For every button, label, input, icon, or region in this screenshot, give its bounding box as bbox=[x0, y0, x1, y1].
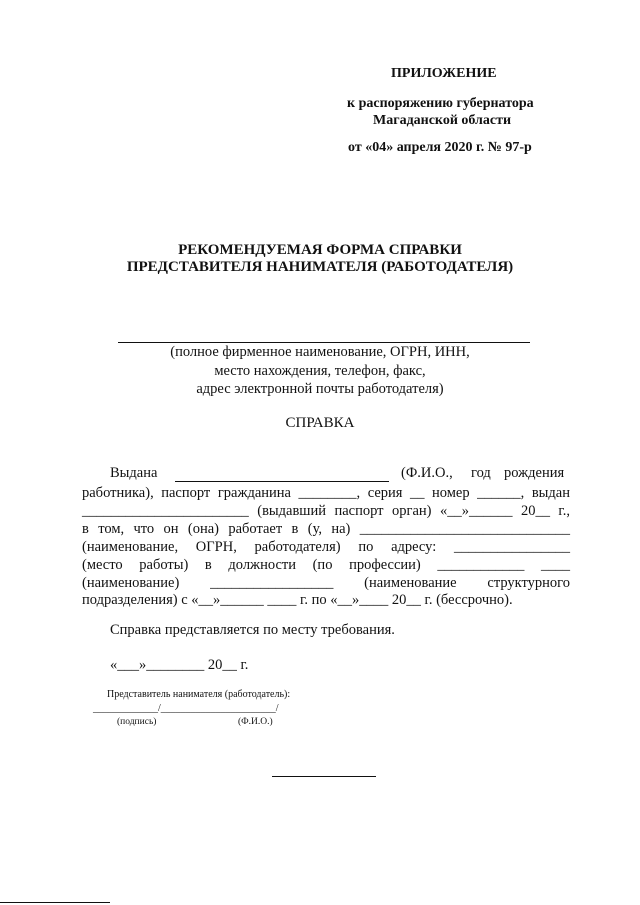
employer-caption-line2: место нахождения, телефон, факс, bbox=[214, 363, 426, 379]
body-line-8: подразделения) с «__»______ ____ г. по «__»____ 20__ г. (бессрочно). bbox=[82, 592, 513, 608]
body-line-7: (наименование) _________________ (наименование структурного bbox=[82, 575, 570, 591]
purpose-statement: Справка представляется по месту требования. bbox=[110, 622, 395, 638]
body-line-6: (место работы) в должности (по профессии) ____________ ____ bbox=[82, 557, 570, 573]
region-label: Магаданской области bbox=[373, 113, 512, 128]
body-line-4: в том, что он (она) работает в (у, на) _____________________________ bbox=[82, 521, 570, 537]
employer-caption-line1: (полное фирменное наименование, ОГРН, ИНН, bbox=[170, 344, 470, 360]
signature-caption: (подпись) bbox=[117, 717, 157, 727]
form-title-line2: ПРЕДСТАВИТЕЛЯ НАНИМАТЕЛЯ (РАБОТОДАТЕЛЯ) bbox=[126, 259, 514, 275]
body-line-5: (наименование, ОГРН, работодателя) по адресу: ________________ bbox=[82, 539, 570, 555]
issue-date-line: «___»________ 20__ г. bbox=[110, 657, 249, 673]
closing-rule bbox=[272, 776, 376, 777]
page-bottom-rule bbox=[0, 902, 110, 903]
name-caption: (Ф.И.О.) bbox=[238, 717, 273, 727]
body-birth-label: рождения bbox=[504, 465, 565, 481]
appendix-label: ПРИЛОЖЕНИЕ bbox=[391, 66, 497, 81]
body-fio-label: (Ф.И.О., bbox=[401, 465, 453, 481]
body-year-label: год bbox=[471, 465, 491, 481]
certificate-title: СПРАВКА bbox=[285, 415, 355, 431]
body-line-2: работника), паспорт гражданина ________, серия __ номер ______, выдан bbox=[82, 485, 570, 501]
representative-label: Представитель нанимателя (работодатель): bbox=[107, 689, 291, 700]
order-to-label: к распоряжению губернатора bbox=[347, 96, 534, 111]
employer-name-line bbox=[118, 342, 530, 343]
signature-line: _____________/_______________________/ bbox=[93, 703, 279, 714]
body-line-3: _______________________ (выдавший паспорт орган) «__»______ 20__ г., bbox=[82, 503, 570, 519]
order-reference: от «04» апреля 2020 г. № 97-р bbox=[348, 140, 532, 155]
body-issued-label: Выдана bbox=[110, 465, 158, 481]
form-title-line1: РЕКОМЕНДУЕМАЯ ФОРМА СПРАВКИ bbox=[178, 242, 462, 258]
employee-name-blank bbox=[175, 481, 389, 482]
employer-caption-line3: адрес электронной почты работодателя) bbox=[196, 381, 444, 397]
